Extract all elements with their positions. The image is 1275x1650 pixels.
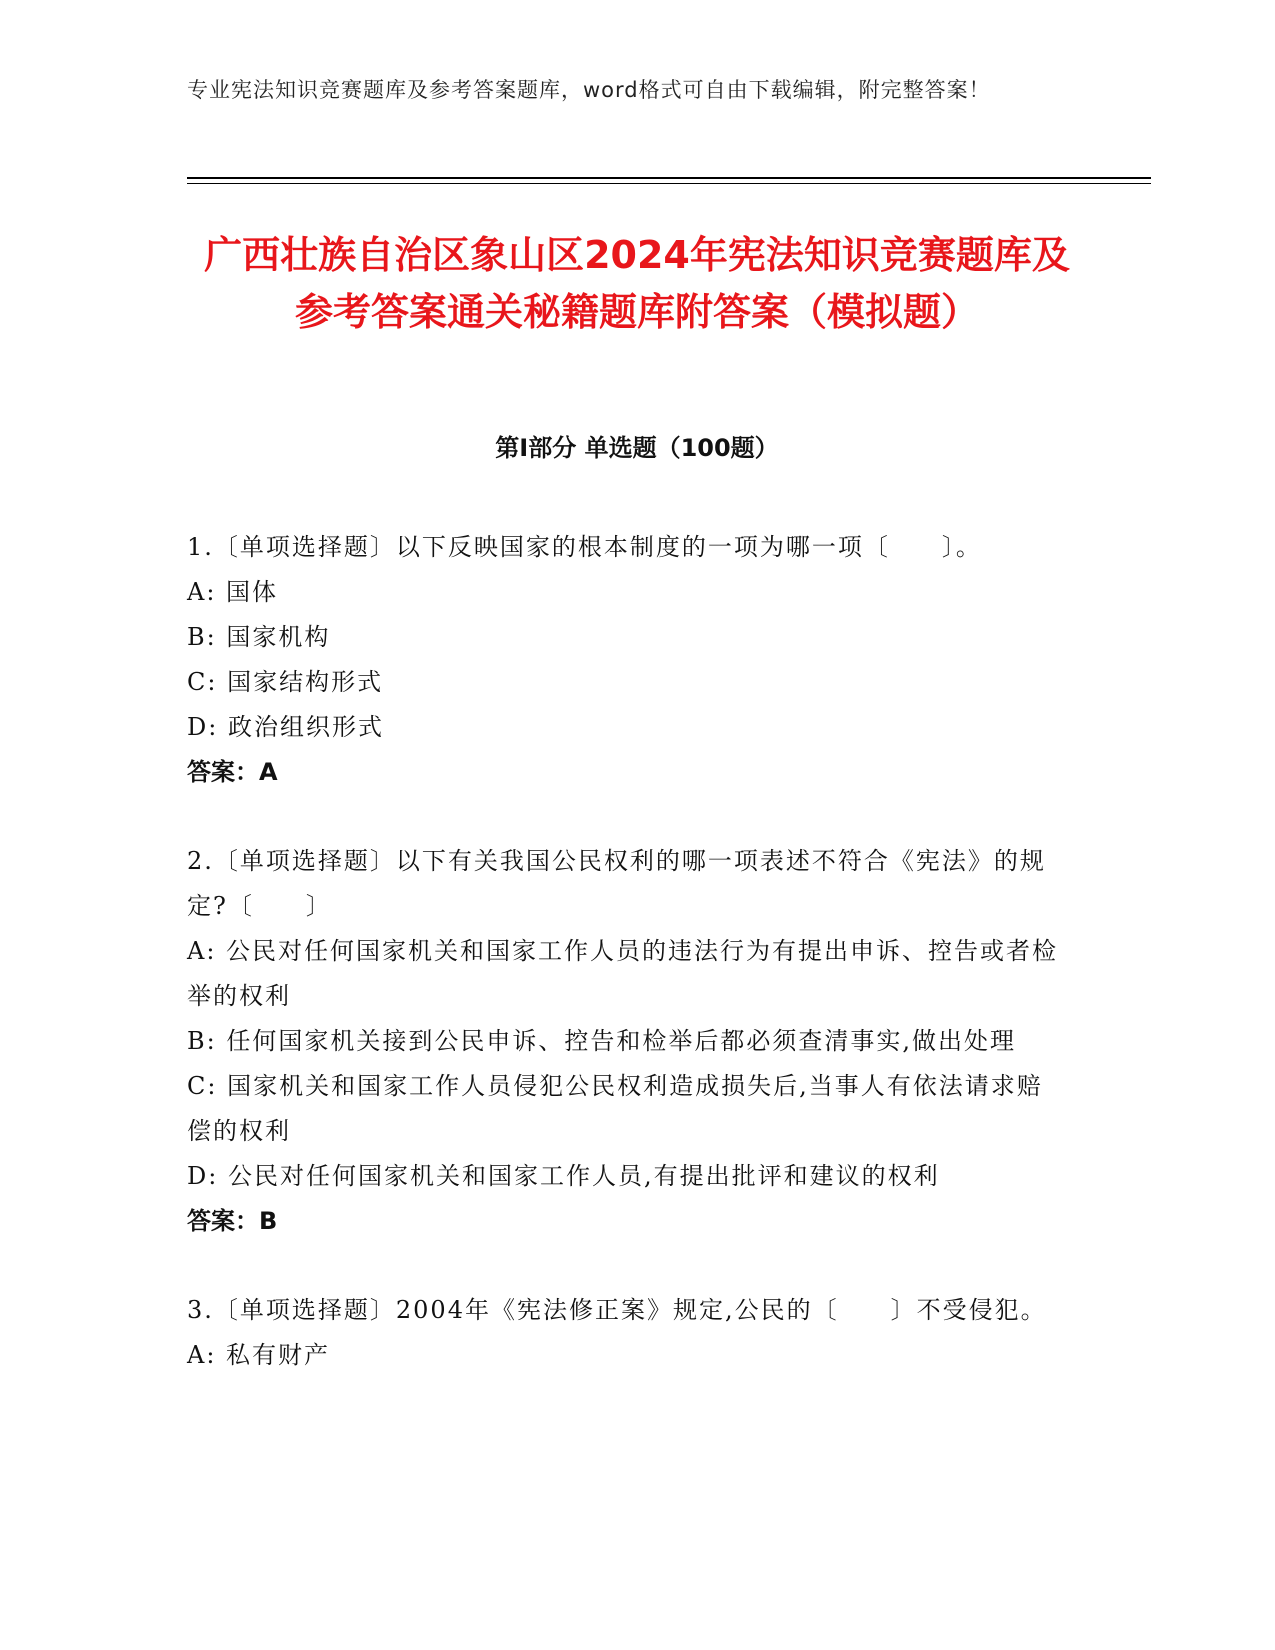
question-stem: 3.〔单项选择题〕2004年《宪法修正案》规定,公民的〔 〕不受侵犯。: [187, 1296, 1047, 1324]
section-heading: 第I部分 单选题（100题）: [495, 434, 779, 462]
header-note: 专业宪法知识竞赛题库及参考答案题库，word格式可自由下载编辑，附完整答案！: [187, 78, 991, 102]
option-c: C: 国家结构形式: [187, 668, 384, 696]
question-3: [187, 1288, 1067, 1378]
option-c: C: 国家机关和国家工作人员侵犯公民权利造成损失后,当事人有依法请求赔偿的权利: [187, 1072, 1043, 1145]
option-a: A: 私有财产: [187, 1341, 331, 1369]
document-title: 广西壮族自治区象山区2024年宪法知识竞赛题库及参考答案通关秘籍题库附答案（模拟题）: [204, 233, 1070, 334]
question-2: [187, 839, 1067, 1244]
header-rule-thick: [187, 177, 1151, 179]
option-b: B: 任何国家机关接到公民申诉、控告和检举后都必须查清事实,做出处理: [187, 1027, 1016, 1055]
question-1: [187, 525, 1067, 795]
option-a: A: 公民对任何国家机关和国家工作人员的违法行为有提出申诉、控告或者检举的权利: [187, 937, 1059, 1010]
option-b: B: 国家机构: [187, 623, 331, 651]
option-d: D: 公民对任何国家机关和国家工作人员,有提出批评和建议的权利: [187, 1162, 940, 1190]
header-rule-thin: [187, 183, 1151, 184]
question-stem: 2.〔单项选择题〕以下有关我国公民权利的哪一项表述不符合《宪法》的规定?〔 〕: [187, 847, 1046, 920]
question-list: [187, 525, 1067, 1422]
answer: 答案：B: [187, 1207, 278, 1235]
option-d: D: 政治组织形式: [187, 713, 384, 741]
answer: 答案：A: [187, 758, 278, 786]
option-a: A: 国体: [187, 578, 279, 606]
question-stem: 1.〔单项选择题〕以下反映国家的根本制度的一项为哪一项〔 〕。: [187, 533, 982, 561]
